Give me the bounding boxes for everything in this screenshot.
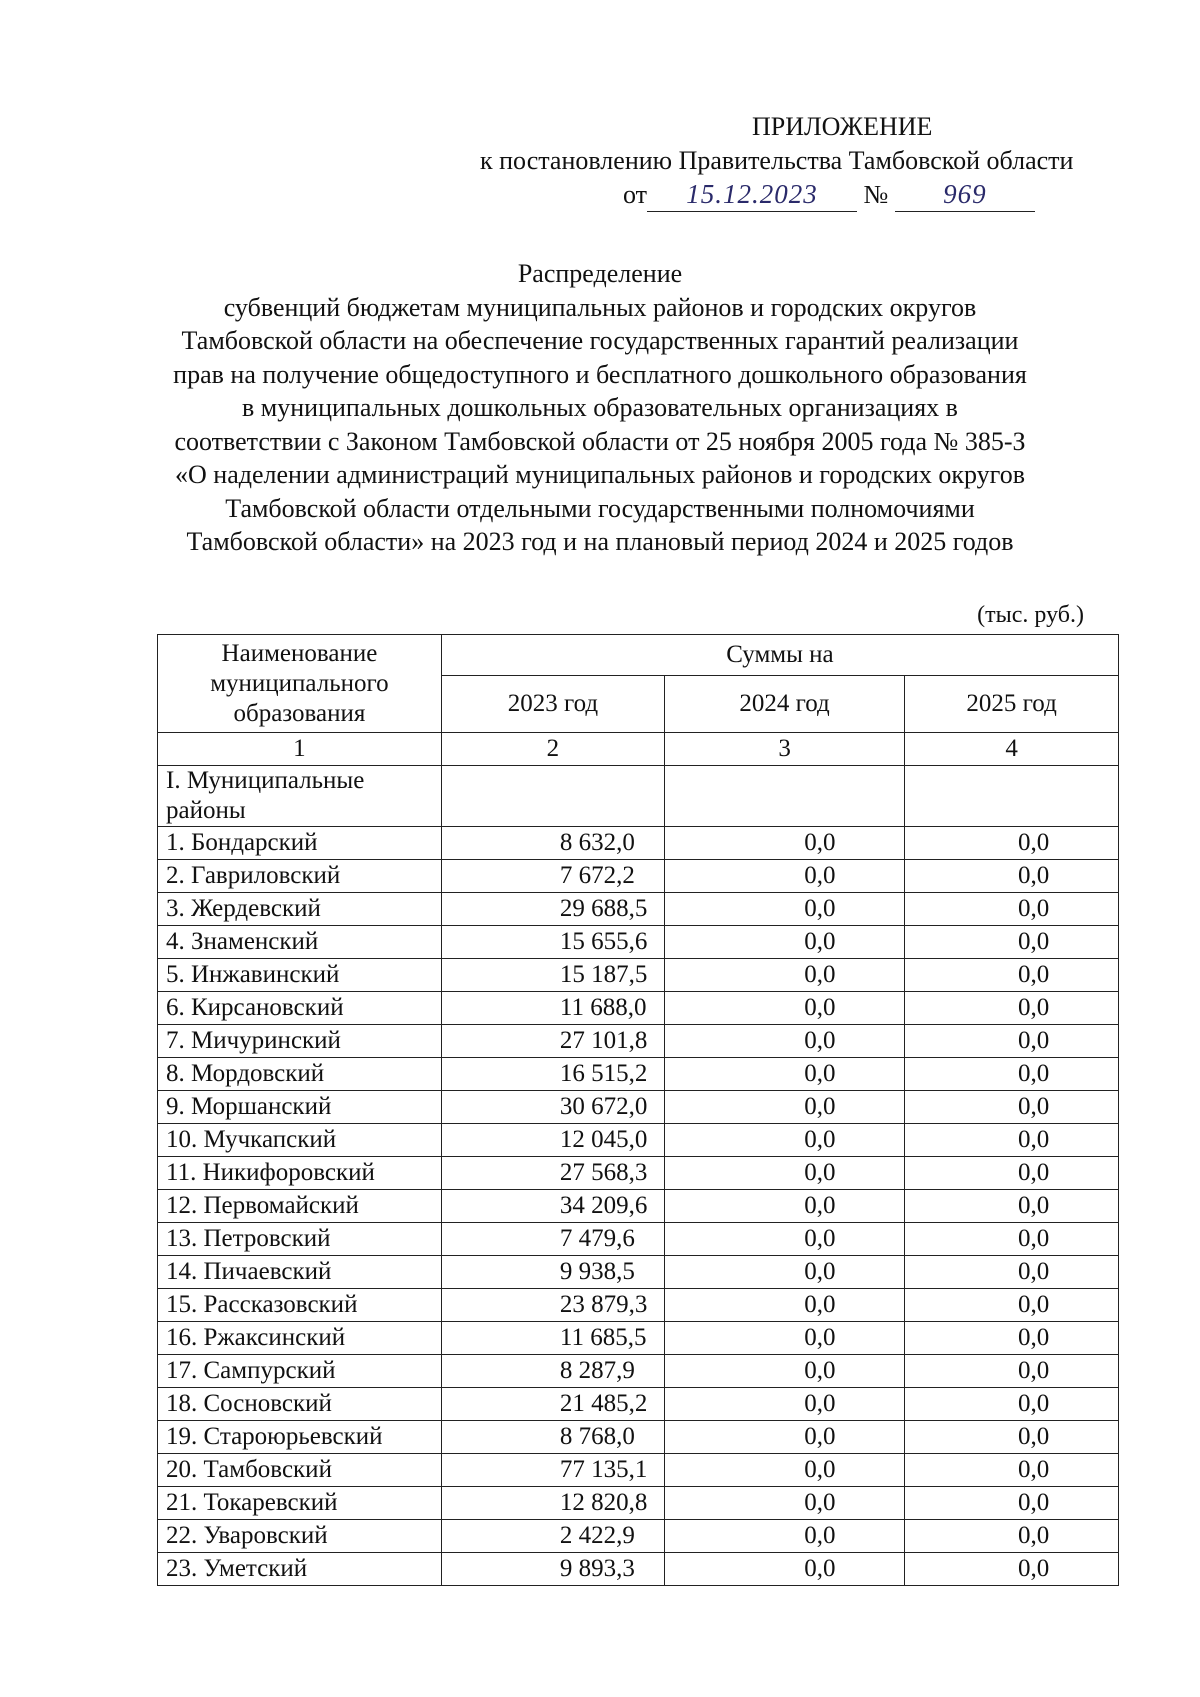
district-name-cell: 15. Рассказовский bbox=[158, 1289, 442, 1322]
date-prefix: от bbox=[623, 180, 648, 209]
number-value: 969 bbox=[895, 178, 1035, 212]
value-2025-cell bbox=[905, 1454, 1119, 1487]
value-2023-cell bbox=[441, 1190, 664, 1223]
title-line: «О наделении администраций муниципальных районов и городских округов bbox=[175, 460, 1025, 489]
district-name-cell: 8. Мордовский bbox=[158, 1058, 442, 1091]
value-2024-cell bbox=[664, 1223, 904, 1256]
appendix-title: ПРИЛОЖЕНИЕ bbox=[752, 112, 933, 141]
value-2024-cell bbox=[664, 860, 904, 893]
cell-value: 0,0 bbox=[1018, 1192, 1050, 1219]
title-line: Тамбовской области отдельными государственными полномочиями bbox=[225, 493, 975, 523]
cell-value: 0,0 bbox=[1018, 961, 1050, 988]
appendix-subtitle: к постановлению Правительства Тамбовской области bbox=[480, 146, 1074, 175]
table-row bbox=[158, 1223, 1119, 1256]
district-name-cell: 22. Уваровский bbox=[158, 1520, 442, 1553]
table-row bbox=[158, 1091, 1119, 1124]
value-2023-cell bbox=[441, 1553, 664, 1586]
cell-value: 0,0 bbox=[804, 1324, 836, 1351]
table-row bbox=[158, 1256, 1119, 1289]
cell-value: 8 768,0 bbox=[559, 1423, 635, 1450]
value-2025-cell bbox=[905, 1157, 1119, 1190]
district-name-cell: 5. Инжавинский bbox=[158, 959, 442, 992]
table-row bbox=[158, 1058, 1119, 1091]
table-row bbox=[158, 893, 1119, 926]
value-2024-cell bbox=[664, 1322, 904, 1355]
cell-value: 12 045,0 bbox=[559, 1126, 648, 1153]
value-2025-cell bbox=[905, 1289, 1119, 1322]
cell-value: 0,0 bbox=[804, 994, 836, 1021]
cell-value: 0,0 bbox=[1018, 862, 1050, 889]
district-name-cell: 1. Бондарский bbox=[158, 827, 442, 860]
cell-value: 0,0 bbox=[804, 895, 836, 922]
value-2025-cell bbox=[905, 1520, 1119, 1553]
value-2025-cell bbox=[905, 1355, 1119, 1388]
title-line: Тамбовской области» на 2023 год и на плановый период 2024 и 2025 годов bbox=[186, 527, 1014, 556]
cell-value: 0,0 bbox=[804, 1060, 836, 1087]
cell-value: 0,0 bbox=[804, 1291, 836, 1318]
table-row bbox=[158, 1190, 1119, 1223]
cell-value: 0,0 bbox=[1018, 1324, 1050, 1351]
cell-value: 0,0 bbox=[804, 961, 836, 988]
title-line: Тамбовской области на обеспечение государственных гарантий реализации bbox=[181, 326, 1019, 355]
cell-value: 0,0 bbox=[804, 1258, 836, 1285]
value-2023-cell bbox=[441, 1124, 664, 1157]
value-2023-cell bbox=[441, 860, 664, 893]
table-row bbox=[158, 1520, 1119, 1553]
cell-value: 0,0 bbox=[1018, 1258, 1050, 1285]
cell-value: 15 655,6 bbox=[559, 928, 648, 955]
cell-value: 0,0 bbox=[804, 1555, 836, 1582]
cell-value: 30 672,0 bbox=[559, 1093, 648, 1120]
cell-value: 9 893,3 bbox=[559, 1555, 635, 1582]
value-2023-cell bbox=[441, 1289, 664, 1322]
date-value: 15.12.2023 bbox=[647, 178, 857, 212]
cell-value: 29 688,5 bbox=[559, 895, 648, 922]
value-2024-cell bbox=[664, 827, 904, 860]
cell-value: 0,0 bbox=[1018, 1456, 1050, 1483]
value-2025-cell bbox=[905, 1388, 1119, 1421]
value-2025-cell bbox=[905, 1091, 1119, 1124]
empty-cell bbox=[441, 766, 664, 827]
sums-header: Суммы на bbox=[441, 635, 1118, 676]
table-row bbox=[158, 1421, 1119, 1454]
cell-value: 0,0 bbox=[804, 1456, 836, 1483]
cell-value: 0,0 bbox=[1018, 994, 1050, 1021]
section-title: I. Муниципальные районы bbox=[158, 766, 442, 827]
cell-value: 27 568,3 bbox=[559, 1159, 648, 1186]
title-line: в муниципальных дошкольных образовательных организациях в bbox=[242, 393, 958, 422]
value-2024-cell bbox=[664, 893, 904, 926]
district-name-cell: 19. Староюрьевский bbox=[158, 1421, 442, 1454]
value-2025-cell bbox=[905, 1124, 1119, 1157]
units-label: (тыс. руб.) bbox=[977, 602, 1084, 628]
value-2024-cell bbox=[664, 1454, 904, 1487]
value-2024-cell bbox=[664, 1289, 904, 1322]
title-line: субвенций бюджетам муниципальных районов и городских округов bbox=[223, 292, 977, 322]
table-row bbox=[158, 1025, 1119, 1058]
table-row bbox=[158, 860, 1119, 893]
value-2023-cell bbox=[441, 1058, 664, 1091]
cell-value: 77 135,1 bbox=[559, 1456, 648, 1483]
value-2023-cell bbox=[441, 1025, 664, 1058]
district-name-cell: 14. Пичаевский bbox=[158, 1256, 442, 1289]
cell-value: 16 515,2 bbox=[559, 1060, 648, 1087]
cell-value: 0,0 bbox=[1018, 928, 1050, 955]
table-row bbox=[158, 1157, 1119, 1190]
cell-value: 0,0 bbox=[1018, 1555, 1050, 1582]
value-2023-cell bbox=[441, 1256, 664, 1289]
col-number: 2 bbox=[441, 733, 664, 766]
district-name-cell: 21. Токаревский bbox=[158, 1487, 442, 1520]
value-2023-cell bbox=[441, 827, 664, 860]
value-2024-cell bbox=[664, 1355, 904, 1388]
empty-cell bbox=[664, 766, 904, 827]
cell-value: 0,0 bbox=[1018, 1357, 1050, 1384]
value-2025-cell bbox=[905, 860, 1119, 893]
value-2023-cell bbox=[441, 1454, 664, 1487]
cell-value: 11 685,5 bbox=[559, 1324, 647, 1351]
value-2023-cell bbox=[441, 1355, 664, 1388]
value-2025-cell bbox=[905, 1553, 1119, 1586]
cell-value: 34 209,6 bbox=[559, 1192, 648, 1219]
district-name-cell: 2. Гавриловский bbox=[158, 860, 442, 893]
value-2023-cell bbox=[441, 1223, 664, 1256]
value-2023-cell bbox=[441, 1322, 664, 1355]
cell-value: 0,0 bbox=[1018, 1291, 1050, 1318]
col-number: 3 bbox=[664, 733, 904, 766]
table-row bbox=[158, 1388, 1119, 1421]
cell-value: 0,0 bbox=[1018, 1027, 1050, 1054]
district-name-cell: 23. Уметский bbox=[158, 1553, 442, 1586]
district-name-cell: 20. Тамбовский bbox=[158, 1454, 442, 1487]
table-row bbox=[158, 992, 1119, 1025]
value-2024-cell bbox=[664, 1421, 904, 1454]
col-number: 4 bbox=[905, 733, 1119, 766]
value-2023-cell bbox=[441, 1520, 664, 1553]
table-row bbox=[158, 926, 1119, 959]
value-2023-cell bbox=[441, 1421, 664, 1454]
cell-value: 0,0 bbox=[1018, 1126, 1050, 1153]
cell-value: 0,0 bbox=[1018, 1060, 1050, 1087]
district-name-cell: 18. Сосновский bbox=[158, 1388, 442, 1421]
year-header: 2024 год bbox=[664, 676, 904, 733]
value-2025-cell bbox=[905, 959, 1119, 992]
cell-value: 0,0 bbox=[1018, 1489, 1050, 1516]
cell-value: 0,0 bbox=[804, 1423, 836, 1450]
table-row bbox=[158, 1124, 1119, 1157]
title-line: соответствии с Законом Тамбовской области от 25 ноября 2005 года № 385-З bbox=[174, 426, 1026, 456]
year-header: 2023 год bbox=[441, 676, 664, 733]
appendix-date-line bbox=[623, 178, 1035, 212]
value-2025-cell bbox=[905, 1322, 1119, 1355]
cell-value: 2 422,9 bbox=[559, 1522, 635, 1549]
title-line: Распределение bbox=[517, 259, 683, 288]
district-name-cell: 10. Мучкапский bbox=[158, 1124, 442, 1157]
cell-value: 0,0 bbox=[1018, 1423, 1050, 1450]
document-title bbox=[100, 257, 1100, 559]
district-name-cell: 11. Никифоровский bbox=[158, 1157, 442, 1190]
cell-value: 0,0 bbox=[804, 1093, 836, 1120]
table-row bbox=[158, 827, 1119, 860]
value-2023-cell bbox=[441, 1487, 664, 1520]
cell-value: 15 187,5 bbox=[559, 961, 648, 988]
table-row bbox=[158, 1322, 1119, 1355]
cell-value: 0,0 bbox=[1018, 895, 1050, 922]
value-2024-cell bbox=[664, 1520, 904, 1553]
table-row bbox=[158, 959, 1119, 992]
value-2024-cell bbox=[664, 1190, 904, 1223]
cell-value: 0,0 bbox=[1018, 1225, 1050, 1252]
table-row bbox=[158, 1454, 1119, 1487]
cell-value: 0,0 bbox=[1018, 1522, 1050, 1549]
cell-value: 8 632,0 bbox=[559, 829, 635, 856]
value-2024-cell bbox=[664, 1553, 904, 1586]
col-name-header: Наименование муниципального образования bbox=[158, 635, 442, 733]
cell-value: 0,0 bbox=[804, 1126, 836, 1153]
value-2024-cell bbox=[664, 1058, 904, 1091]
value-2025-cell bbox=[905, 893, 1119, 926]
value-2025-cell bbox=[905, 1487, 1119, 1520]
value-2023-cell bbox=[441, 1157, 664, 1190]
value-2023-cell bbox=[441, 1091, 664, 1124]
cell-value: 0,0 bbox=[804, 1027, 836, 1054]
cell-value: 0,0 bbox=[804, 1225, 836, 1252]
value-2025-cell bbox=[905, 926, 1119, 959]
cell-value: 0,0 bbox=[1018, 1390, 1050, 1417]
district-name-cell: 9. Моршанский bbox=[158, 1091, 442, 1124]
table-row bbox=[158, 1289, 1119, 1322]
district-name-cell: 13. Петровский bbox=[158, 1223, 442, 1256]
cell-value: 0,0 bbox=[804, 1522, 836, 1549]
cell-value: 7 672,2 bbox=[559, 862, 635, 889]
cell-value: 21 485,2 bbox=[559, 1390, 648, 1417]
cell-value: 0,0 bbox=[1018, 1093, 1050, 1120]
cell-value: 8 287,9 bbox=[559, 1357, 635, 1384]
value-2023-cell bbox=[441, 893, 664, 926]
value-2024-cell bbox=[664, 1487, 904, 1520]
year-header: 2025 год bbox=[905, 676, 1119, 733]
cell-value: 0,0 bbox=[804, 928, 836, 955]
value-2024-cell bbox=[664, 1388, 904, 1421]
district-name-cell: 3. Жердевский bbox=[158, 893, 442, 926]
empty-cell bbox=[905, 766, 1119, 827]
value-2023-cell bbox=[441, 959, 664, 992]
cell-value: 27 101,8 bbox=[559, 1027, 648, 1054]
value-2025-cell bbox=[905, 1421, 1119, 1454]
district-name-cell: 16. Ржаксинский bbox=[158, 1322, 442, 1355]
cell-value: 0,0 bbox=[804, 1357, 836, 1384]
district-name-cell: 12. Первомайский bbox=[158, 1190, 442, 1223]
value-2024-cell bbox=[664, 926, 904, 959]
cell-value: 0,0 bbox=[804, 1192, 836, 1219]
value-2024-cell bbox=[664, 992, 904, 1025]
value-2024-cell bbox=[664, 1124, 904, 1157]
table-row bbox=[158, 1553, 1119, 1586]
value-2023-cell bbox=[441, 926, 664, 959]
value-2024-cell bbox=[664, 959, 904, 992]
district-name-cell: 7. Мичуринский bbox=[158, 1025, 442, 1058]
cell-value: 23 879,3 bbox=[559, 1291, 648, 1318]
title-line: прав на получение общедоступного и бесплатного дошкольного образования bbox=[173, 359, 1027, 389]
value-2025-cell bbox=[905, 827, 1119, 860]
cell-value: 0,0 bbox=[1018, 1159, 1050, 1186]
subsidy-table bbox=[157, 634, 1119, 1586]
value-2024-cell bbox=[664, 1091, 904, 1124]
value-2024-cell bbox=[664, 1025, 904, 1058]
value-2025-cell bbox=[905, 1223, 1119, 1256]
value-2025-cell bbox=[905, 1190, 1119, 1223]
cell-value: 0,0 bbox=[804, 1159, 836, 1186]
value-2024-cell bbox=[664, 1256, 904, 1289]
value-2024-cell bbox=[664, 1157, 904, 1190]
value-2023-cell bbox=[441, 992, 664, 1025]
value-2025-cell bbox=[905, 1058, 1119, 1091]
table-row bbox=[158, 1355, 1119, 1388]
cell-value: 0,0 bbox=[804, 1390, 836, 1417]
number-prefix: № bbox=[863, 180, 889, 209]
table-row bbox=[158, 1487, 1119, 1520]
cell-value: 11 688,0 bbox=[559, 994, 647, 1021]
value-2025-cell bbox=[905, 1025, 1119, 1058]
district-name-cell: 4. Знаменский bbox=[158, 926, 442, 959]
cell-value: 12 820,8 bbox=[559, 1489, 648, 1516]
cell-value: 0,0 bbox=[804, 1489, 836, 1516]
col-number: 1 bbox=[158, 733, 442, 766]
value-2025-cell bbox=[905, 992, 1119, 1025]
district-name-cell: 6. Кирсановский bbox=[158, 992, 442, 1025]
value-2023-cell bbox=[441, 1388, 664, 1421]
cell-value: 0,0 bbox=[804, 829, 836, 856]
cell-value: 0,0 bbox=[804, 862, 836, 889]
value-2025-cell bbox=[905, 1256, 1119, 1289]
cell-value: 0,0 bbox=[1018, 829, 1050, 856]
cell-value: 7 479,6 bbox=[559, 1225, 635, 1252]
district-name-cell: 17. Сампурский bbox=[158, 1355, 442, 1388]
cell-value: 9 938,5 bbox=[559, 1258, 635, 1285]
